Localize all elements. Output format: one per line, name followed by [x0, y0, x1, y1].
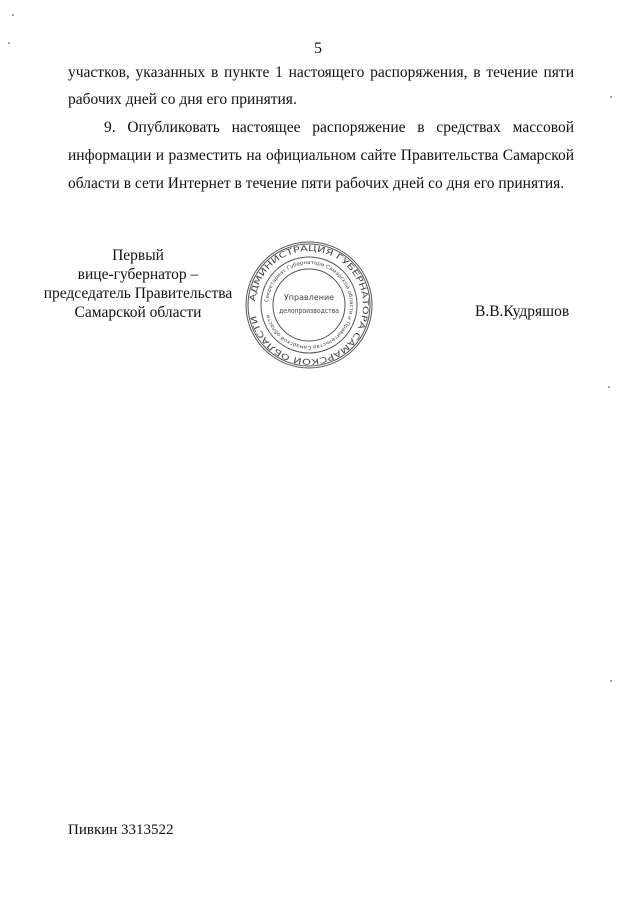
body-line-3: 9. Опубликовать настоящее распоряжение в средствах массовой	[104, 119, 574, 136]
position-line-3: председатель Правительства	[43, 285, 233, 302]
position-line-2: вице-губернатор –	[77, 266, 199, 283]
body-line-1: участков, указанных в пункте 1 настоящего распоряжения, в течение пяти	[68, 64, 574, 81]
stamp-outer-text: АДМИНИСТРАЦИЯ ГУБЕРНАТОРА САМАРСКОЙ ОБЛАСТИ	[248, 243, 371, 367]
stamp-center-line-2: делопроизводства	[279, 307, 339, 315]
body-line-2: рабочих дней со дня его принятия.	[68, 91, 297, 108]
svg-text:Секретариат Губернатора Самарс	[264, 260, 354, 350]
scan-speck	[8, 42, 10, 44]
scan-speck	[610, 680, 612, 682]
position-line-1: Первый	[112, 247, 164, 264]
stamp-center-line-1: Управление	[283, 293, 335, 302]
body-line-4: информации и разместить на официальном сайте Правительства Самарской	[68, 147, 574, 164]
scan-speck	[12, 14, 14, 16]
position-line-4: Самарской области	[74, 304, 202, 321]
official-stamp	[244, 240, 374, 370]
body-line-5: области в сети Интернет в течение пяти рабочих дней со дня его принятия.	[68, 175, 565, 192]
executor-info: Пивкин 3313522	[68, 822, 174, 838]
page-number: 5	[314, 40, 322, 57]
scan-speck	[608, 386, 610, 388]
signatory-position	[40, 246, 236, 322]
scan-speck	[610, 96, 612, 98]
signatory-name: В.В.Кудряшов	[475, 303, 570, 320]
stamp-inner-text: Секретариат Губернатора Самарской области и Правительства Самарской области	[264, 259, 355, 351]
